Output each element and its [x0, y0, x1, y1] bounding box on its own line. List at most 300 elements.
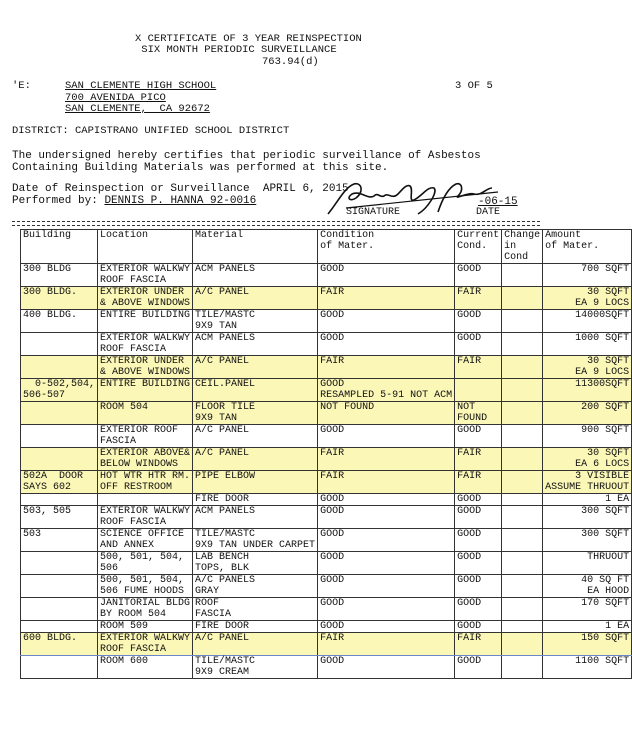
- cell-change-in-cond: [502, 379, 543, 402]
- cell-amount: [543, 471, 632, 494]
- cell-current-cond: [455, 575, 502, 598]
- cell-text: FAIR: [457, 633, 482, 644]
- cell-material: [193, 552, 318, 575]
- cell-text: FASCIA: [100, 436, 137, 447]
- cell-text: A/C PANEL: [195, 287, 250, 298]
- cell-location: [98, 402, 193, 425]
- cell-text: ROOF: [195, 598, 220, 609]
- header-amount: [543, 230, 632, 264]
- cell-text: EXTERIOR ABOVE&: [100, 448, 191, 459]
- table-row: [21, 656, 632, 679]
- cell-condition: [318, 529, 455, 552]
- cell-text: PIPE ELBOW: [195, 471, 256, 482]
- cell-amount: [543, 506, 632, 529]
- cell-change-in-cond: [502, 425, 543, 448]
- cell-text: A/C PANELS: [195, 575, 256, 586]
- cell-location: [98, 379, 193, 402]
- cell-text: A/C PANEL: [195, 448, 250, 459]
- cell-material: [193, 379, 318, 402]
- cell-building: [21, 448, 98, 471]
- cell-text: & ABOVE WINDOWS: [100, 367, 191, 378]
- cell-text: TILE/MASTC: [195, 310, 256, 321]
- cell-location: [98, 598, 193, 621]
- cell-current-cond: [455, 471, 502, 494]
- cell-text: FAIR: [457, 471, 482, 482]
- cell-text: RESAMPLED 5-91 NOT ACM: [320, 390, 453, 401]
- cell-material: [193, 621, 318, 633]
- cell-text: 300 SQFT: [581, 529, 630, 540]
- cell-building: [21, 356, 98, 379]
- cell-change-in-cond: [502, 621, 543, 633]
- cell-condition: [318, 621, 455, 633]
- date-label: DATE: [476, 207, 501, 218]
- cell-amount: [543, 264, 632, 287]
- cell-text: 3 VISIBLE: [575, 471, 630, 482]
- cell-location: [98, 656, 193, 679]
- cell-amount: [543, 494, 632, 506]
- cell-text: 1 EA: [605, 494, 630, 505]
- address-line-1: SAN CLEMENTE HIGH SCHOOL: [65, 80, 217, 92]
- handwritten-signature: [318, 178, 508, 218]
- cell-amount: [543, 529, 632, 552]
- cell-text: EA 6 LOCS: [575, 459, 630, 470]
- performed-by-line: [12, 195, 256, 207]
- cell-text: 9X9 TAN: [195, 321, 238, 332]
- cell-current-cond: [455, 310, 502, 333]
- cell-amount: [543, 287, 632, 310]
- cell-condition: [318, 471, 455, 494]
- cell-text: ACM PANELS: [195, 506, 256, 517]
- cell-current-cond: [455, 379, 502, 402]
- cell-building: [21, 264, 98, 287]
- cell-text: ASSUME THRUOUT: [545, 482, 630, 493]
- table-header-row: [21, 230, 632, 264]
- cell-condition: [318, 494, 455, 506]
- cell-condition: [318, 264, 455, 287]
- cell-text: 600 BLDG.: [23, 633, 78, 644]
- cell-current-cond: [455, 425, 502, 448]
- cell-amount: [543, 356, 632, 379]
- page-number: 3 OF 5: [455, 80, 493, 92]
- cell-change-in-cond: [502, 287, 543, 310]
- cell-text: GOOD: [457, 333, 482, 344]
- cell-material: [193, 598, 318, 621]
- header-building: [21, 230, 98, 264]
- cell-change-in-cond: [502, 264, 543, 287]
- cell-location: [98, 575, 193, 598]
- cell-condition: [318, 656, 455, 679]
- cell-text: 170 SQFT: [581, 598, 630, 609]
- cell-text: TOPS, BLK: [195, 563, 250, 574]
- header-text: Material: [195, 230, 244, 241]
- cell-text: EXTERIOR UNDER: [100, 287, 185, 298]
- cell-condition: [318, 356, 455, 379]
- signature-label: SIGNATURE: [346, 207, 401, 218]
- header-text: Location: [100, 230, 149, 241]
- cell-material: [193, 402, 318, 425]
- cell-text: FAIR: [457, 356, 482, 367]
- cell-text: GOOD: [320, 506, 345, 517]
- cell-text: 300 BLDG: [23, 264, 72, 275]
- cell-building: [21, 621, 98, 633]
- cell-condition: [318, 425, 455, 448]
- cell-text: GOOD: [457, 310, 482, 321]
- cell-text: GOOD: [320, 494, 345, 505]
- cell-amount: [543, 598, 632, 621]
- cell-text: EXTERIOR WALKWY: [100, 506, 191, 517]
- cell-text: GOOD: [320, 264, 345, 275]
- cell-amount: [543, 379, 632, 402]
- cell-material: [193, 575, 318, 598]
- re-label: 'E:: [12, 80, 31, 92]
- cell-location: [98, 333, 193, 356]
- separator-rule: [12, 221, 540, 226]
- cell-change-in-cond: [502, 471, 543, 494]
- table-row: [21, 552, 632, 575]
- cell-text: EA HOOD: [587, 586, 630, 597]
- cell-text: NOT: [457, 402, 476, 413]
- cell-text: 700 SQFT: [581, 264, 630, 275]
- header-text: Building: [23, 230, 72, 241]
- cell-change-in-cond: [502, 529, 543, 552]
- cell-amount: [543, 633, 632, 656]
- header-material: [193, 230, 318, 264]
- cell-text: GOOD: [320, 379, 345, 390]
- cell-text: EXTERIOR WALKWY: [100, 264, 191, 275]
- cell-text: GOOD: [457, 506, 482, 517]
- cell-text: 502A DOOR: [23, 471, 84, 482]
- cell-text: GOOD: [457, 621, 482, 632]
- table-row: [21, 621, 632, 633]
- cell-text: A/C PANEL: [195, 356, 250, 367]
- address-line-2: 700 AVENIDA PICO: [65, 92, 166, 104]
- cell-text: THRUOUT: [587, 552, 630, 563]
- table-row: [21, 310, 632, 333]
- header-text: Current: [457, 230, 500, 241]
- regulation-reference: 763.94(d): [262, 56, 319, 68]
- cell-text: NOT FOUND: [320, 402, 375, 413]
- cell-change-in-cond: [502, 494, 543, 506]
- header-change-in-cond: [502, 230, 543, 264]
- cell-text: 150 SQFT: [581, 633, 630, 644]
- cell-current-cond: [455, 506, 502, 529]
- certification-line-1: The undersigned hereby certifies that periodic surveillance of Asbestos: [12, 150, 481, 162]
- cell-amount: [543, 621, 632, 633]
- cell-current-cond: [455, 598, 502, 621]
- cell-building: [21, 598, 98, 621]
- cell-current-cond: [455, 356, 502, 379]
- table-row: [21, 598, 632, 621]
- cell-text: FOUND: [457, 413, 488, 424]
- cell-text: OFF RESTROOM: [100, 482, 173, 493]
- cell-current-cond: [455, 494, 502, 506]
- cell-text: GOOD: [457, 425, 482, 436]
- cell-text: GOOD: [457, 494, 482, 505]
- cell-condition: [318, 310, 455, 333]
- cell-building: [21, 471, 98, 494]
- cell-current-cond: [455, 552, 502, 575]
- inspection-table: [20, 229, 632, 679]
- cell-text: 1 EA: [605, 621, 630, 632]
- cell-text: GOOD: [320, 656, 345, 667]
- cell-condition: [318, 633, 455, 656]
- surveillance-title: SIX MONTH PERIODIC SURVEILLANCE: [135, 44, 337, 56]
- cell-text: 400 BLDG.: [23, 310, 78, 321]
- cell-text: 30 SQFT: [587, 448, 630, 459]
- cell-text: 30 SQFT: [587, 356, 630, 367]
- cell-text: SAYS 602: [23, 482, 72, 493]
- cell-text: 506: [100, 563, 119, 574]
- cell-building: [21, 333, 98, 356]
- inspection-date-line: Date of Reinspection or Surveillance APRIL 6, 2015: [12, 183, 349, 195]
- cell-material: [193, 425, 318, 448]
- cell-text: ROOF FASCIA: [100, 644, 167, 655]
- cell-text: 1100 SQFT: [575, 656, 630, 667]
- cell-current-cond: [455, 287, 502, 310]
- cell-material: [193, 310, 318, 333]
- cell-text: GOOD: [457, 264, 482, 275]
- table-row: [21, 402, 632, 425]
- cell-text: FIRE DOOR: [195, 621, 250, 632]
- cell-change-in-cond: [502, 448, 543, 471]
- table-row: [21, 494, 632, 506]
- cell-building: [21, 552, 98, 575]
- cell-material: [193, 506, 318, 529]
- cell-current-cond: [455, 402, 502, 425]
- table-row: [21, 356, 632, 379]
- performed-by-name: DENNIS P. HANNA 92-0016: [104, 195, 257, 207]
- cell-location: [98, 552, 193, 575]
- cell-amount: [543, 402, 632, 425]
- cell-current-cond: [455, 656, 502, 679]
- certification-line-2: Containing Building Materials was performed at this site.: [12, 162, 389, 174]
- cell-current-cond: [455, 264, 502, 287]
- cell-text: EXTERIOR UNDER: [100, 356, 185, 367]
- cell-building: [21, 529, 98, 552]
- cell-text: GOOD: [320, 333, 345, 344]
- signature-date: -06-15: [478, 196, 518, 208]
- cell-material: [193, 471, 318, 494]
- cell-amount: [543, 333, 632, 356]
- header-text: Amount: [545, 230, 582, 241]
- cell-condition: [318, 575, 455, 598]
- table-row: [21, 264, 632, 287]
- cell-material: [193, 529, 318, 552]
- cell-text: 0-502,504,: [23, 379, 96, 390]
- cell-text: 500, 501, 504,: [100, 575, 185, 586]
- cell-text: BELOW WINDOWS: [100, 459, 179, 470]
- cell-amount: [543, 552, 632, 575]
- cell-text: EXTERIOR WALKWY: [100, 633, 191, 644]
- cell-text: 40 SQ FT: [581, 575, 630, 586]
- cell-building: [21, 656, 98, 679]
- cell-condition: [318, 552, 455, 575]
- cell-text: A/C PANEL: [195, 425, 250, 436]
- cell-text: SCIENCE OFFICE: [100, 529, 185, 540]
- cell-condition: [318, 506, 455, 529]
- cell-text: ROOF FASCIA: [100, 517, 167, 528]
- header-text: of Mater.: [545, 241, 600, 252]
- cell-text: GOOD: [320, 552, 345, 563]
- table-row: [21, 575, 632, 598]
- cell-text: ROOM 504: [100, 402, 149, 413]
- table-row: [21, 633, 632, 656]
- cell-condition: [318, 287, 455, 310]
- cell-text: GOOD: [320, 425, 345, 436]
- cell-text: 200 SQFT: [581, 402, 630, 413]
- cell-text: 300 BLDG.: [23, 287, 78, 298]
- cell-text: FAIR: [457, 287, 482, 298]
- cell-building: [21, 575, 98, 598]
- cell-text: 1000 SQFT: [575, 333, 630, 344]
- cell-condition: [318, 448, 455, 471]
- cell-text: 500, 501, 504,: [100, 552, 185, 563]
- cell-text: GOOD: [320, 621, 345, 632]
- cell-building: [21, 506, 98, 529]
- cell-text: FAIR: [320, 448, 345, 459]
- cell-condition: [318, 379, 455, 402]
- cell-change-in-cond: [502, 402, 543, 425]
- cell-text: ROOM 509: [100, 621, 149, 632]
- cell-material: [193, 356, 318, 379]
- cell-text: ENTIRE BUILDING: [100, 379, 191, 390]
- cell-text: FAIR: [320, 471, 345, 482]
- table-row: [21, 506, 632, 529]
- cell-current-cond: [455, 633, 502, 656]
- cell-text: A/C PANEL: [195, 633, 250, 644]
- table-row: [21, 471, 632, 494]
- cell-amount: [543, 656, 632, 679]
- cell-text: AND ANNEX: [100, 540, 155, 551]
- address-line-3: SAN CLEMENTE, CA 92672: [65, 103, 210, 115]
- cell-text: HOT WTR HTR RM.: [100, 471, 191, 482]
- cell-material: [193, 494, 318, 506]
- cell-current-cond: [455, 333, 502, 356]
- cell-change-in-cond: [502, 552, 543, 575]
- cell-material: [193, 333, 318, 356]
- cell-location: [98, 506, 193, 529]
- cell-condition: [318, 333, 455, 356]
- cell-location: [98, 425, 193, 448]
- cell-location: [98, 529, 193, 552]
- table-row: [21, 379, 632, 402]
- cell-text: ROOF FASCIA: [100, 344, 167, 355]
- cell-text: 9X9 CREAM: [195, 667, 250, 678]
- cell-text: TILE/MASTC: [195, 656, 256, 667]
- cell-text: CEIL.PANEL: [195, 379, 256, 390]
- cell-building: [21, 494, 98, 506]
- cell-change-in-cond: [502, 575, 543, 598]
- cell-text: EA 9 LOCS: [575, 298, 630, 309]
- cell-current-cond: [455, 448, 502, 471]
- cell-material: [193, 448, 318, 471]
- cell-material: [193, 264, 318, 287]
- performed-by-label: Performed by:: [12, 195, 98, 207]
- cell-building: [21, 310, 98, 333]
- cell-text: 9X9 TAN: [195, 413, 238, 424]
- cell-change-in-cond: [502, 633, 543, 656]
- cell-text: FAIR: [320, 633, 345, 644]
- cell-text: FAIR: [320, 287, 345, 298]
- cell-text: JANITORIAL BLDG: [100, 598, 191, 609]
- cell-text: 900 SQFT: [581, 425, 630, 436]
- header-text: Condition: [320, 230, 375, 241]
- cell-text: GOOD: [320, 575, 345, 586]
- cell-text: GOOD: [457, 552, 482, 563]
- cell-building: [21, 287, 98, 310]
- cell-amount: [543, 310, 632, 333]
- cell-location: [98, 356, 193, 379]
- cell-text: FLOOR TILE: [195, 402, 256, 413]
- certificate-title: X CERTIFICATE OF 3 YEAR REINSPECTION: [135, 33, 362, 45]
- cell-text: EXTERIOR ROOF: [100, 425, 179, 436]
- cell-location: [98, 264, 193, 287]
- cell-text: 9X9 TAN UNDER CARPET: [195, 540, 316, 551]
- header-text: Cond.: [457, 241, 488, 252]
- table-row: [21, 529, 632, 552]
- cell-text: GOOD: [320, 529, 345, 540]
- cell-text: & ABOVE WINDOWS: [100, 298, 191, 309]
- cell-location: [98, 471, 193, 494]
- header-current-cond: [455, 230, 502, 264]
- cell-change-in-cond: [502, 310, 543, 333]
- cell-text: 506 FUME HOODS: [100, 586, 185, 597]
- header-location: [98, 230, 193, 264]
- cell-text: LAB BENCH: [195, 552, 250, 563]
- cell-text: 30 SQFT: [587, 287, 630, 298]
- header-condition: [318, 230, 455, 264]
- cell-text: 503: [23, 529, 42, 540]
- cell-material: [193, 656, 318, 679]
- cell-text: ROOM 600: [100, 656, 149, 667]
- cell-location: [98, 310, 193, 333]
- cell-text: FASCIA: [195, 609, 232, 620]
- cell-condition: [318, 402, 455, 425]
- table-row: [21, 425, 632, 448]
- cell-text: ACM PANELS: [195, 264, 256, 275]
- cell-text: BY ROOM 504: [100, 609, 167, 620]
- cell-building: [21, 379, 98, 402]
- table-row: [21, 448, 632, 471]
- cell-text: GOOD: [457, 598, 482, 609]
- cell-condition: [318, 598, 455, 621]
- cell-text: 300 SQFT: [581, 506, 630, 517]
- cell-text: 14000SQFT: [575, 310, 630, 321]
- cell-building: [21, 633, 98, 656]
- cell-amount: [543, 448, 632, 471]
- cell-change-in-cond: [502, 598, 543, 621]
- cell-change-in-cond: [502, 333, 543, 356]
- cell-text: GRAY: [195, 586, 220, 597]
- cell-text: FAIR: [320, 356, 345, 367]
- cell-text: GOOD: [457, 575, 482, 586]
- cell-text: 503, 505: [23, 506, 72, 517]
- cell-text: ENTIRE BUILDING: [100, 310, 191, 321]
- cell-building: [21, 402, 98, 425]
- header-text: in Cond: [504, 241, 529, 263]
- cell-text: ROOF FASCIA: [100, 275, 167, 286]
- cell-location: [98, 448, 193, 471]
- cell-change-in-cond: [502, 656, 543, 679]
- cell-current-cond: [455, 529, 502, 552]
- cell-text: TILE/MASTC: [195, 529, 256, 540]
- cell-location: [98, 633, 193, 656]
- table-row: [21, 333, 632, 356]
- cell-text: 506-507: [23, 390, 66, 401]
- cell-amount: [543, 425, 632, 448]
- district-line: DISTRICT: CAPISTRANO UNIFIED SCHOOL DISTRICT: [12, 125, 290, 137]
- cell-building: [21, 425, 98, 448]
